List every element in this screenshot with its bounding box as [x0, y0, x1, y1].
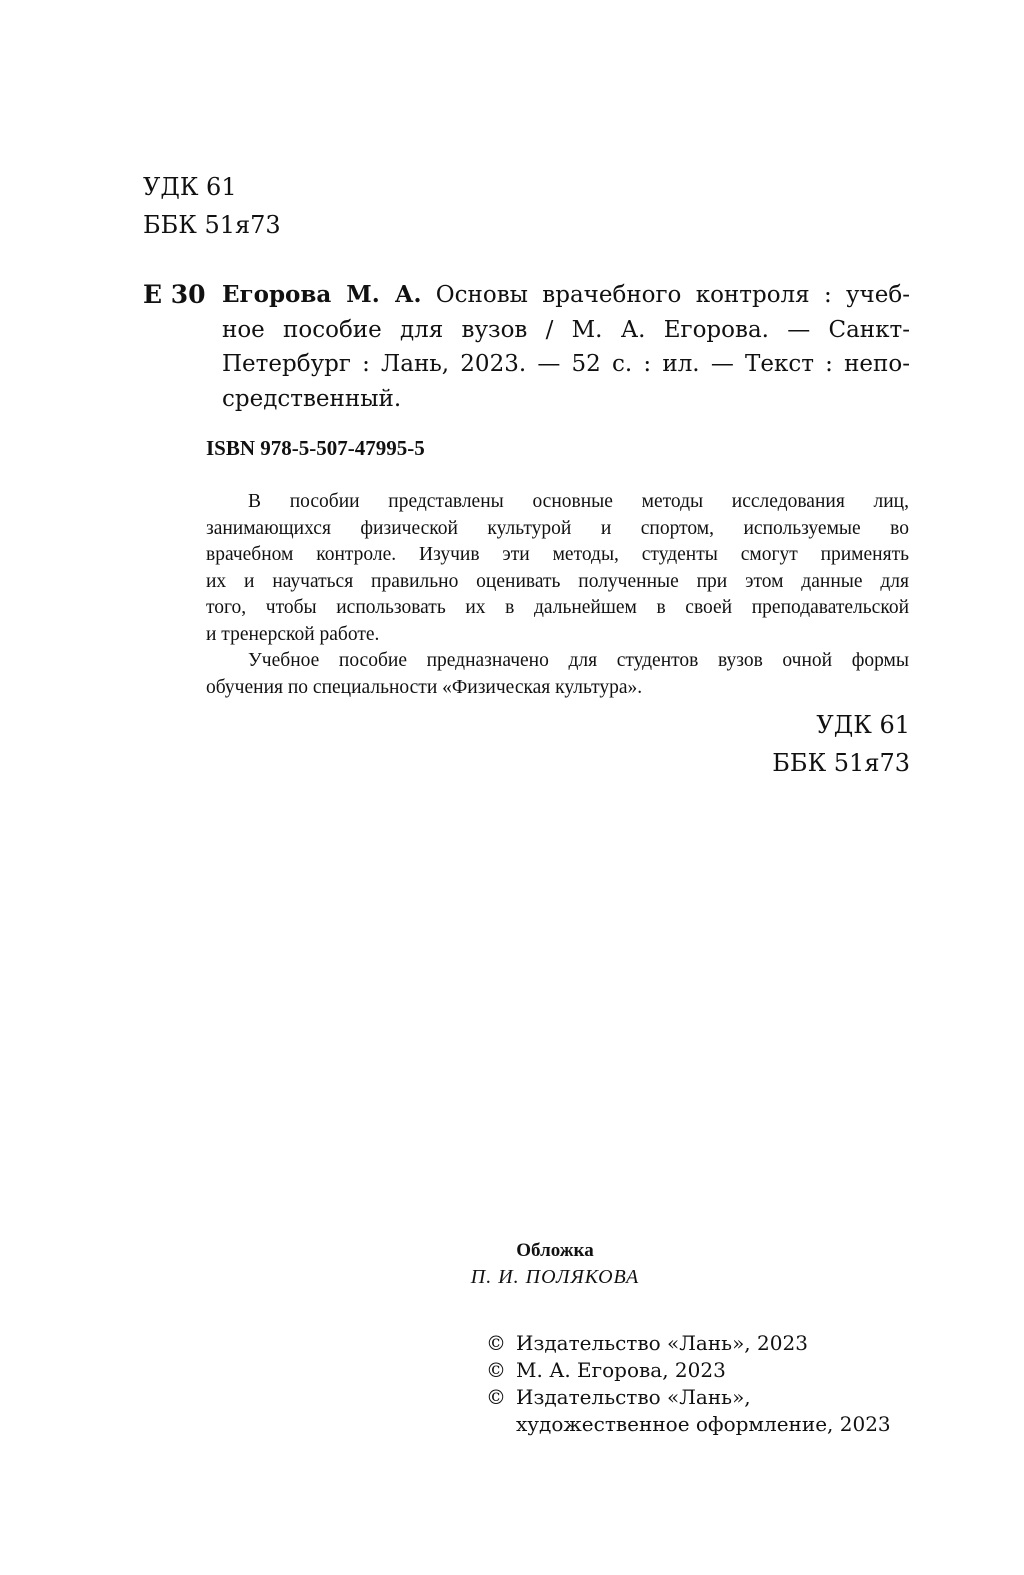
abstract-line: занимающихся физической культурой и спортом, используемые во [206, 517, 909, 539]
copyright-line: © Издательство «Лань», [486, 1385, 751, 1409]
abstract-line: Учебное пособие предназначено для студентов вузов очной формы [248, 650, 909, 671]
abstract [206, 489, 909, 701]
abstract-line: врачебном контроле. Изучив эти методы, студенты смогут применять [206, 544, 909, 565]
copyright-icon: © [486, 1358, 506, 1382]
author-name: Егорова М. А. [222, 281, 422, 308]
classification-codes-bottom [772, 706, 910, 782]
biblio-line: ное пособие для вузов / М. А. Егорова. — Санкт- [222, 316, 910, 343]
cover-label: Обложка [516, 1240, 594, 1261]
copyright-icon: © [486, 1385, 506, 1409]
isbn: ISBN 978-5-507-47995-5 [206, 436, 425, 460]
biblio-line: Петербург : Лань, 2023. — 52 с. : ил. — Текст : непо- [222, 351, 910, 377]
udk-code: УДК 61 [143, 173, 237, 201]
cover-credit [420, 1238, 690, 1290]
author-sign: Е 30 [143, 280, 206, 309]
bibliographic-description [222, 278, 910, 416]
copyright-line: © М. А. Егорова, 2023 [486, 1358, 726, 1382]
classification-codes-top [143, 168, 281, 244]
biblio-line: средственный. [222, 385, 402, 412]
abstract-line: и тренерской работе. [206, 623, 380, 645]
copyright-icon: © [486, 1331, 506, 1355]
bbk-code: ББК 51я73 [143, 211, 281, 239]
copyright-block [486, 1330, 891, 1438]
abstract-line: их и научаться правильно оценивать полученные при этом данные для [206, 570, 909, 592]
abstract-line: обучения по специальности «Физическая культура». [206, 676, 643, 698]
bbk-code: ББК 51я73 [772, 749, 910, 777]
abstract-line: того, чтобы использовать их в дальнейшем в своей преподавательской [206, 597, 909, 618]
copyright-continuation: художественное оформление, 2023 [516, 1412, 891, 1436]
abstract-line: В пособии представлены основные методы исследования лиц, [248, 491, 909, 512]
udk-code: УДК 61 [816, 711, 910, 739]
cover-artist: П. И. ПОЛЯКОВА [470, 1266, 640, 1288]
copyright-line: © Издательство «Лань», 2023 [486, 1331, 808, 1355]
biblio-line: Егорова М. А. Основы врачебного контроля : учеб- [222, 281, 910, 308]
